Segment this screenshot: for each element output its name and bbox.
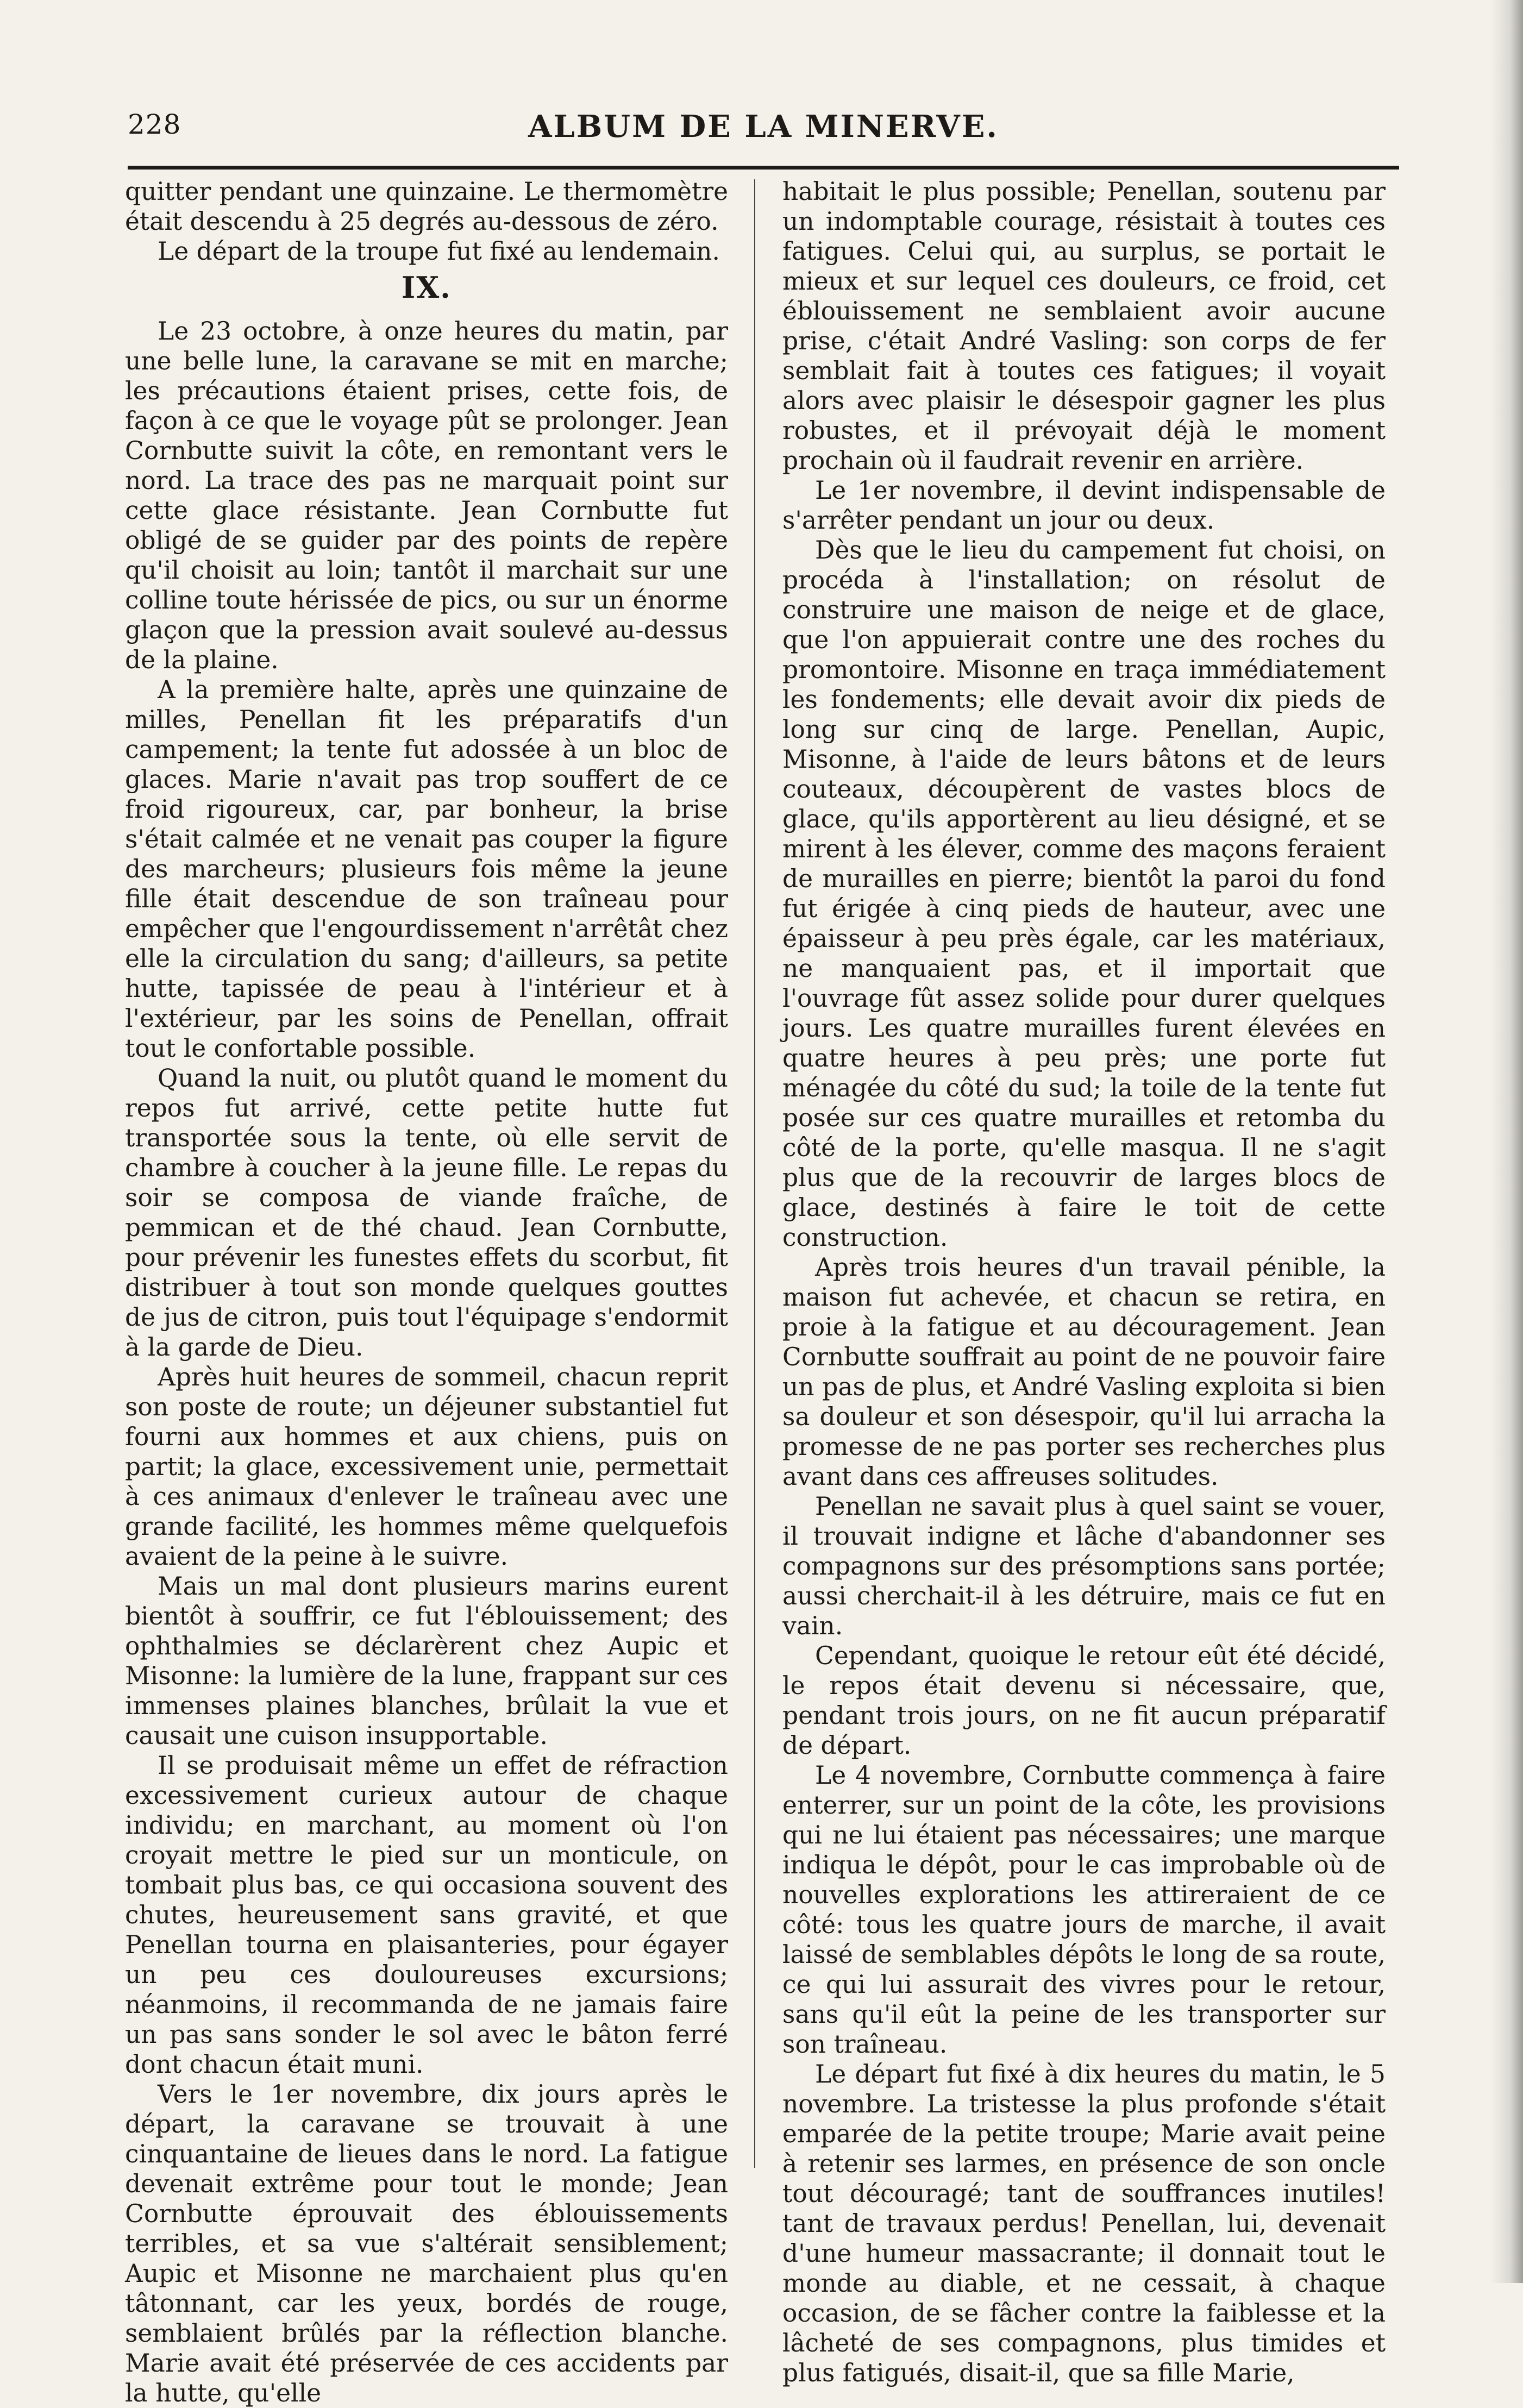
left-column bbox=[125, 177, 728, 2407]
paragraph: Mais un mal dont plusieurs marins eurent bientôt à souffrir, ce fut l'éblouissement; des ophthalmies se déclarèrent chez Aupic et Misonne: la lumière de la lune, frappant sur ces immenses plaines blanches, brûlait la vue et causait une cuison insupportable. bbox=[125, 1572, 728, 1750]
header-rule bbox=[128, 166, 1399, 170]
paragraph: Après trois heures d'un travail pénible, la maison fut achevée, et chacun se retira, en proie à la fatigue et au découragement. Jean Cornbutte souffrait au point de ne pouvoir faire un pas de plus, et André Vasling exploita si bien sa douleur et son désespoir, qu'il lui arracha la promesse de ne pas porter ses recherches plus avant dans ces affreuses solitudes. bbox=[782, 1253, 1386, 1491]
paragraph: habitait le plus possible; Penellan, soutenu par un indomptable courage, résistait à toutes ces fatigues. Celui qui, au surplus, se portait le mieux et sur lequel ces douleurs, ce froid, cet éblouissement ne semblaient avoir aucune prise, c'était André Vasling: son corps de fer semblait fait à toutes ces fatigues; il voyait alors avec plaisir le désespoir gagner les plus robustes, et il prévoyait déjà le moment prochain où il faudrait revenir en arrière. bbox=[782, 177, 1386, 475]
paragraph: Le 1er novembre, il devint indispensable de s'arrêter pendant un jour ou deux. bbox=[782, 476, 1386, 535]
page-edge-shadow bbox=[1490, 0, 1523, 2283]
paragraph: Après huit heures de sommeil, chacun reprit son poste de route; un déjeuner substantiel fut fourni aux hommes et aux chiens, puis on partit; la glace, excessivement unie, permettait à ces animaux d'enlever le traîneau avec une grande facilité, les hommes même quelquefois avaient de la peine à le suivre. bbox=[125, 1363, 728, 1571]
paragraph: Le départ fut fixé à dix heures du matin, le 5 novembre. La tristesse la plus profonde s'était emparée de la petite troupe; Marie avait peine à retenir ses larmes, en présence de son oncle tout découragé; tant de souffrances inutiles! tant de travaux perdus! Penellan, lui, devenait d'une humeur massacrante; il donnait tout le monde au diable, et ne cessait, à chaque occasion, de se fâcher contre la faiblesse et la lâcheté de ses compagnons, plus timides et plus fatigués, disait-il, que sa fille Marie, bbox=[782, 2060, 1386, 2387]
paragraph: Quand la nuit, ou plutôt quand le moment du repos fut arrivé, cette petite hutte fut transportée sous la tente, où elle servit de chambre à coucher à la jeune fille. Le repas du soir se composa de viande fraîche, de pemmican et de thé chaud. Jean Cornbutte, pour prévenir les funestes effets du scorbut, fit distribuer à tout son monde quelques gouttes de jus de citron, puis tout l'équipage s'endormit à la garde de Dieu. bbox=[125, 1064, 728, 1362]
right-column bbox=[782, 177, 1386, 2387]
paragraph: Le 23 octobre, à onze heures du matin, par une belle lune, la caravane se mit en marche; les précautions étaient prises, cette fois, de façon à ce que le voyage pût se prolonger. Jean Cornbutte suivit la côte, en remontant vers le nord. La trace des pas ne marquait point sur cette glace résistante. Jean Cornbutte fut obligé de se guider par des points de repère qu'il choisit au loin; tantôt il marchait sur une colline toute hérissée de pics, ou sur un énorme glaçon que la pression avait soulevé au-dessus de la plaine. bbox=[125, 317, 728, 674]
paragraph: A la première halte, après une quinzaine de milles, Penellan fit les préparatifs d'un campement; la tente fut adossée à un bloc de glaces. Marie n'avait pas trop souffert de ce froid rigoureux, car, par bonheur, la brise s'était calmée et ne venait pas couper la figure des marcheurs; plusieurs fois même la jeune fille était descendue de son traîneau pour empêcher que l'engourdissement n'arrêtât chez elle la circulation du sang; d'ailleurs, sa petite hutte, tapissée de peau à l'intérieur et à l'extérieur, par les soins de Penellan, offrait tout le confortable possible. bbox=[125, 675, 728, 1063]
paragraph: Le 4 novembre, Cornbutte commença à faire enterrer, sur un point de la côte, les provisions qui ne lui étaient pas nécessaires; une marque indiqua le dépôt, pour le cas improbable où de nouvelles explorations les attireraient de ce côté: tous les quatre jours de marche, il avait laissé de semblables dépôts le long de sa route, ce qui lui assurait des vivres pour le retour, sans qu'il eût la peine de les transporter sur son traîneau. bbox=[782, 1761, 1386, 2059]
page-number: 228 bbox=[128, 109, 181, 140]
paragraph: Le départ de la troupe fut fixé au lendemain. bbox=[158, 237, 720, 266]
paragraph: Vers le 1er novembre, dix jours après le départ, la caravane se trouvait à une cinquantaine de lieues dans le nord. La fatigue devenait extrême pour tout le monde; Jean Cornbutte éprouvait des éblouissements terribles, et sa vue s'altérait sensiblement; Aupic et Misonne ne marchaient plus qu'en tâtonnant, car les yeux, bordés de rouge, semblaient brûlés par la réflection blanche. Marie avait été préservée de ces accidents par la hutte, qu'elle bbox=[125, 2080, 728, 2407]
paragraph: Dès que le lieu du campement fut choisi, on procéda à l'installation; on résolut de construire une maison de neige et de glace, que l'on appuierait contre une des roches du promontoire. Misonne en traça immédiatement les fondements; elle devait avoir dix pieds de long sur cinq de large. Penellan, Aupic, Misonne, à l'aide de leurs bâtons et de leurs couteaux, découpèrent de vastes blocs de glace, qu'ils apportèrent au lieu désigné, et se mirent à les élever, comme des maçons feraient de murailles en pierre; bientôt la paroi du fond fut érigée à cinq pieds de hauteur, avec une épaisseur à peu près égale, car les matériaux, ne manquaient pas, et il importait que l'ouvrage fût assez solide pour durer quelques jours. Les quatre murailles furent élevées en quatre heures à peu près; une porte fut ménagée du côté du sud; la toile de la tente fut posée sur ces quatre murailles et retomba du côté de la porte, qu'elle masqua. Il ne s'agit plus que de la recouvrir de larges blocs de glace, destinés à faire le toit de cette construction. bbox=[782, 536, 1386, 1252]
column-divider bbox=[754, 179, 755, 2168]
paragraph: Cependant, quoique le retour eût été décidé, le repos était devenu si nécessaire, que, pendant trois jours, on ne fit aucun préparatif de départ. bbox=[782, 1641, 1386, 1760]
page-header bbox=[128, 109, 1399, 152]
paragraph: Penellan ne savait plus à quel saint se vouer, il trouvait indigne et lâche d'abandonner ses compagnons sur des présomptions sans portée; aussi cherchait-il à les détruire, mais ce fut en vain. bbox=[782, 1492, 1386, 1640]
section-heading: IX. bbox=[402, 270, 452, 305]
paragraph: quitter pendant une quinzaine. Le thermomètre était descendu à 25 degrés au-dessous de zéro. bbox=[125, 177, 728, 236]
running-title: ALBUM DE LA MINERVE. bbox=[528, 109, 999, 145]
paragraph: Il se produisait même un effet de réfraction excessivement curieux autour de chaque individu; en marchant, au moment où l'on croyait mettre le pied sur un monticule, on tombait plus bas, ce qui occasiona souvent des chutes, heureusement sans gravité, et que Penellan tourna en plaisanteries, pour égayer un peu ces douloureuses excursions; néanmoins, il recommanda de ne jamais faire un pas sans sonder le sol avec le bâton ferré dont chacun était muni. bbox=[125, 1751, 728, 2079]
